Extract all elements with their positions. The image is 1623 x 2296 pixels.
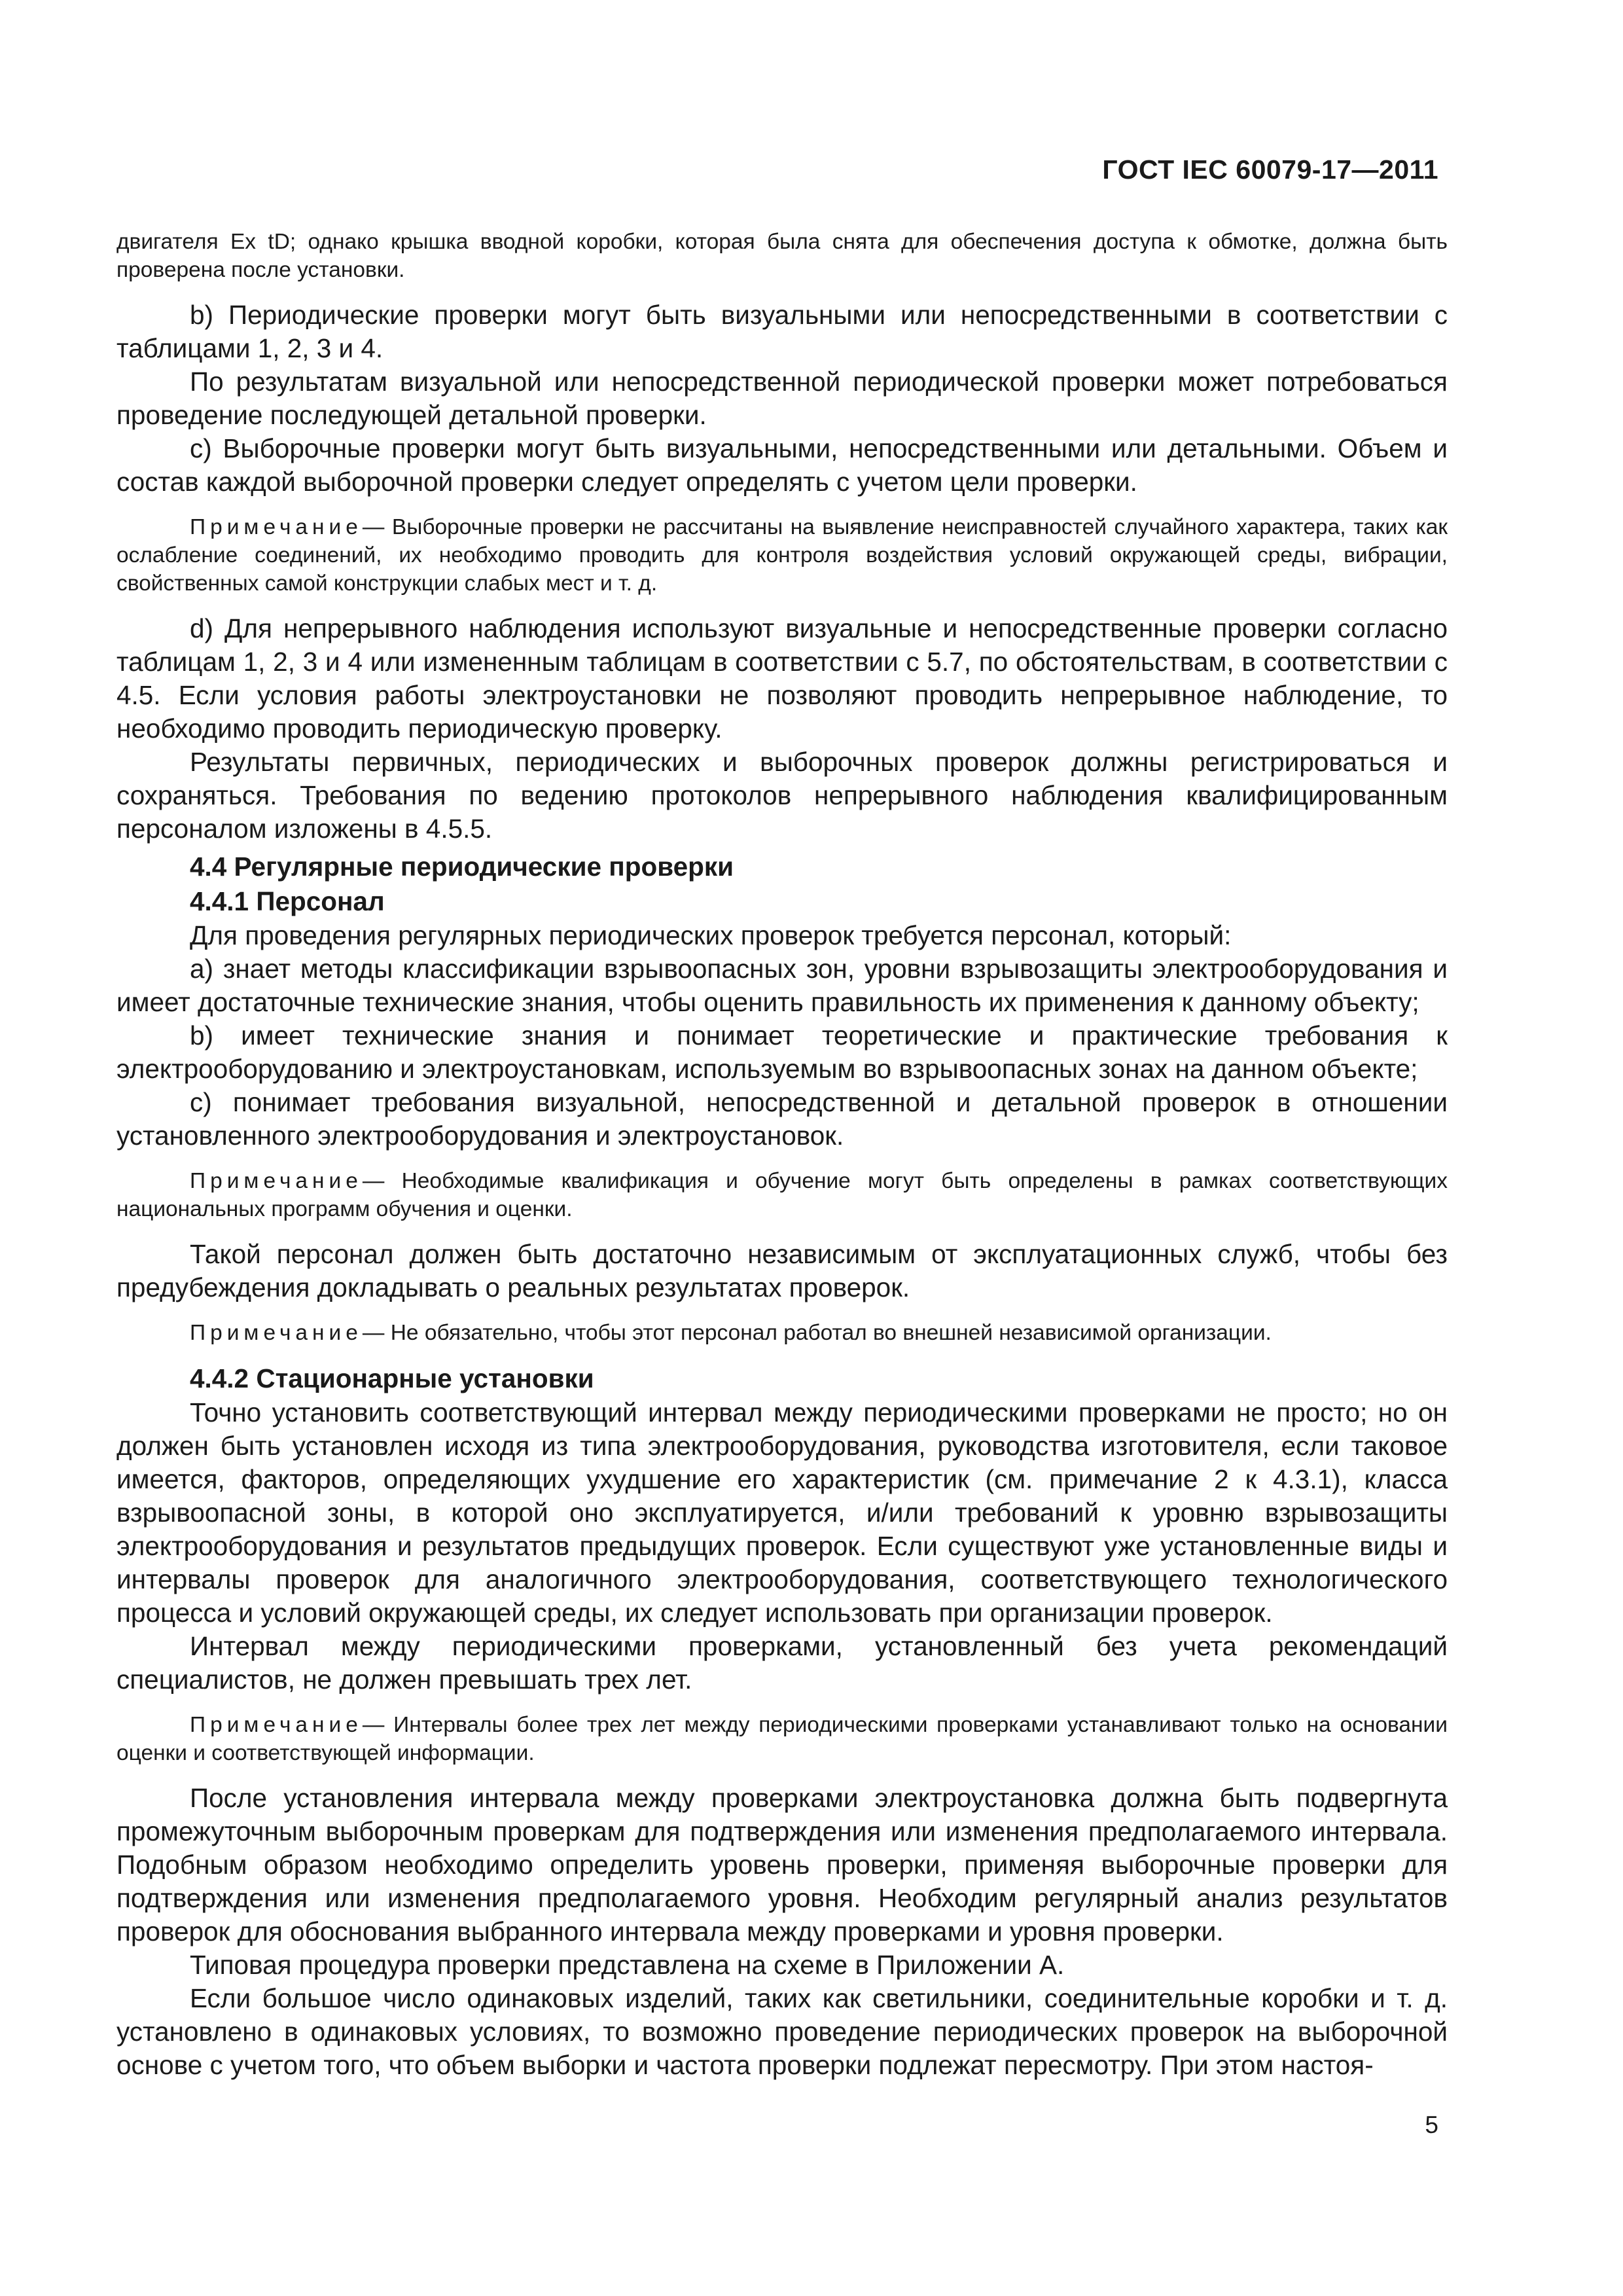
- note: [116, 1711, 1448, 1767]
- paragraph: Типовая процедура проверки представлена на схеме в Приложении А.: [190, 1950, 1065, 1980]
- note-label: Примечание: [190, 515, 363, 539]
- list-item-a: a) знает методы классификации взрывоопасных зон, уровни взрывозащиты электрооборудования и имеет достаточные технические знания, чтобы оценить правильность их применения к данному объекту;: [116, 954, 1448, 1017]
- page-number: 5: [1425, 2111, 1438, 2138]
- list-item-c: c) понимает требования визуальной, непосредственной и детальной проверок в отношении установленного электрооборудования и электроустановок.: [116, 1087, 1448, 1151]
- paragraph-item-b: b) Периодические проверки могут быть визуальными или непосредственными в соответствии с таблицами 1, 2, 3 и 4.: [116, 300, 1448, 363]
- standard-code-header: ГОСТ IEC 60079-17—2011: [1102, 154, 1438, 185]
- paragraph: После установления интервала между проверками электроустановка должна быть подвергнута промежуточным выборочным проверкам для подтверждения или изменения предполагаемого интервала. Подобным образом необходимо определить уровень проверки, применяя выборочные проверки для подтверждения или изменения предполагаемого уровня. Необходим регулярный анализ результатов проверок для обоснования выбранного интервала между проверками и уровня проверки.: [116, 1783, 1448, 1946]
- note: [116, 1167, 1448, 1223]
- paragraph-item-d: d) Для непрерывного наблюдения используют визуальные и непосредственные проверки согласно таблицам 1, 2, 3 и 4 или измененным таблицам в соответствии с 5.7, по обстоятельствам, в соответствии с 4.5. Если условия работы электроустановки не позволяют проводить непрерывное наблюдение, то необходимо проводить периодическую проверку.: [116, 613, 1448, 744]
- page-body: [116, 228, 1448, 2082]
- list-item-b: b) имеет технические знания и понимает теоретические и практические требования к электрооборудованию и электроустановкам, используемым во взрывоопасных зонах на данном объекте;: [116, 1020, 1448, 1084]
- paragraph: Если большое число одинаковых изделий, таких как светильники, соединительные коробки и т. д. установлено в одинаковых условиях, то возможно проведение периодических проверок на выборочной основе с учетом того, что объем выборки и частота проверки подлежат пересмотру. При этом настоя-: [116, 1983, 1448, 2080]
- note: [116, 513, 1448, 598]
- paragraph-continuation: двигателя Ex tD; однако крышка вводной коробки, которая была снята для обеспечения доступа к обмотке, должна быть проверена после установки.: [116, 230, 1448, 282]
- note-text: — Не обязательно, чтобы этот персонал работал во внешней независимой организации.: [362, 1321, 1272, 1345]
- paragraph: Такой персонал должен быть достаточно независимым от эксплуатационных служб, чтобы без предубеждения докладывать о реальных результатах проверок.: [116, 1239, 1448, 1302]
- paragraph-item-c: c) Выборочные проверки могут быть визуальными, непосредственными или детальными. Объем и состав каждой выборочной проверки следует определять с учетом цели проверки.: [116, 433, 1448, 497]
- paragraph: Результаты первичных, периодических и выборочных проверок должны регистрироваться и сохраняться. Требования по ведению протоколов непрерывного наблюдения квалифицированным персоналом изложены в 4.5.5.: [116, 747, 1448, 844]
- paragraph: Точно установить соответствующий интервал между периодическими проверками не просто; но он должен быть установлен исходя из типа электрооборудования, руководства изготовителя, если таковое имеется, факторов, определяющих ухудшение его характеристик (см. примечание 2 к 4.3.1), класса взрывоопасной зоны, в которой оно эксплуатируется, и/или требований к уровню взрывозащиты электрооборудования и результатов предыдущих проверок. Если существуют уже установленные виды и интервалы проверок для аналогичного электрооборудования, соответствующего технологического процесса и условий окружающей среды, их следует использовать при организации проверок.: [116, 1397, 1448, 1628]
- note-label: Примечание: [190, 1321, 363, 1345]
- note-text: — Выборочные проверки не рассчитаны на выявление неисправностей случайного характера, таких как ослабление соединений, их необходимо проводить для контроля воздействия условий окружающей среды, вибрации, свойственных самой конструкции слабых мест и т. д.: [116, 515, 1448, 596]
- section-heading: 4.4 Регулярные периодические проверки: [190, 852, 734, 882]
- paragraph: По результатам визуальной или непосредственной периодической проверки может потребоваться проведение последующей детальной проверки.: [116, 367, 1448, 430]
- note: [116, 1319, 1448, 1347]
- note-text: — Необходимые квалификация и обучение могут быть определены в рамках соответствующих национальных программ обучения и оценки.: [116, 1169, 1448, 1221]
- paragraph: Для проведения регулярных периодических проверок требуется персонал, который:: [190, 920, 1232, 950]
- subsection-heading: 4.4.1 Персонал: [190, 886, 385, 916]
- paragraph: Интервал между периодическими проверками, установленный без учета рекомендаций специалистов, не должен превышать трех лет.: [116, 1631, 1448, 1695]
- note-label: Примечание: [190, 1169, 363, 1193]
- note-label: Примечание: [190, 1713, 363, 1737]
- note-text: — Интервалы более трех лет между периодическими проверками устанавливают только на основании оценки и соответствующей информации.: [116, 1713, 1448, 1765]
- subsection-heading: 4.4.2 Стационарные установки: [190, 1363, 594, 1393]
